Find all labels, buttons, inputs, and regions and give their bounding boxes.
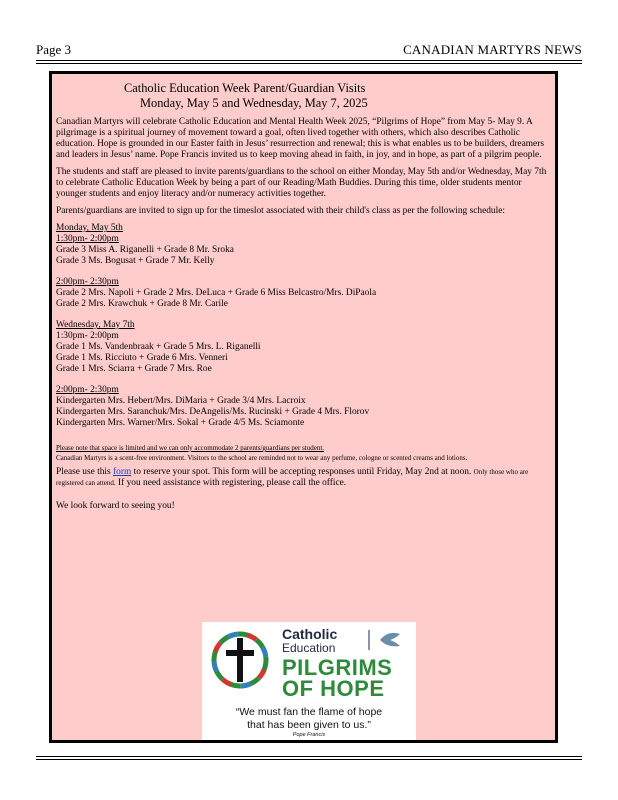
schedule-time: 1:30pm- 2:00pm: [56, 234, 119, 244]
schedule-line: Grade 3 Ms. Bogusat + Grade 7 Mr. Kelly: [56, 256, 215, 266]
dove-cross-icon: [214, 634, 266, 686]
schedule-line: Grade 2 Mrs. Napoli + Grade 2 Mrs. DeLuca + Grade 6 Miss Belcastro/Mrs. DiPaola: [56, 288, 377, 298]
closing-line: We look forward to seeing you!: [56, 501, 175, 511]
pilgrims-of-hope-logo: [202, 622, 416, 740]
dove-icon: [380, 633, 400, 647]
article-title: Catholic Education Week Parent/Guardian Visits: [124, 81, 366, 95]
space-limited-note: Please note that space is limited and we can only accommodate 2 parents/guardians per student.: [56, 444, 325, 452]
scent-free-note: Canadian Martyrs is a scent-free environment. Visitors to the school are reminded not to wear any perfume, cologne or scented creams and lotions.: [56, 454, 468, 462]
schedule-time: 1:30pm- 2:00pm: [56, 331, 119, 341]
header-rule: [36, 60, 582, 61]
article-subtitle: Monday, May 5 and Wednesday, May 7, 2025: [140, 96, 368, 110]
schedule-day: Monday, May 5th: [56, 223, 123, 233]
logo-quote-line2: that has been given to us.”: [247, 719, 371, 731]
schedule-monday: [56, 223, 552, 310]
page-number: Page 3: [36, 42, 72, 57]
logo-attribution: Pope Francis: [292, 732, 326, 738]
logo-catholic: Catholic: [282, 626, 338, 642]
article-body: [56, 81, 552, 512]
schedule-line: Grade 1 Ms. Ricciuto + Grade 6 Mrs. Venneri: [56, 353, 228, 363]
logo-education: Education: [282, 641, 336, 655]
reserve-paragraph: Please use this form to reserve your spot. This form will be accepting responses until Friday, May 2nd at noon. Only those who are registered can attend. If you need assistance with registering, please call the office.: [56, 467, 529, 488]
schedule-line: Grade 1 Mrs. Sciarra + Grade 7 Mrs. Roe: [56, 364, 212, 374]
article-box: [49, 71, 558, 743]
schedule-time: 2:00pm- 2:30pm: [56, 277, 119, 287]
registration-note: Only those who are registered can attend.: [56, 468, 529, 487]
header-rule-double: [36, 63, 582, 64]
schedule-line: Grade 3 Miss A. Riganelli + Grade 8 Mr. Sroka: [56, 245, 234, 255]
schedule-line: Kindergarten Mrs. Hebert/Mrs. DiMaria + Grade 3/4 Mrs. Lacroix: [56, 396, 306, 406]
publication-title: CANADIAN MARTYRS NEWS: [403, 42, 582, 57]
page-header: [36, 40, 582, 60]
schedule-time: 2:00pm- 2:30pm: [56, 385, 119, 395]
logo-of-hope: OF HOPE: [282, 676, 385, 701]
schedule-line: Kindergarten Mrs. Warner/Mrs. Sokal + Grade 4/5 Ms. Sciamonte: [56, 418, 305, 428]
schedule-line: Grade 2 Mrs. Krawchuk + Grade 8 Mr. Carile: [56, 299, 228, 309]
footer-rule-double: [36, 759, 582, 760]
logo-pilgrims: PILGRIMS: [282, 655, 393, 680]
intro-paragraph: Canadian Martyrs will celebrate Catholic Education and Mental Health Week 2025, “Pilgrims of Hope” from May 5- May 9. A pilgrimage is a spiritual journey of movement toward a goal, often lived together with others, which also describes Catholic education. Hope is grounded in our Easter faith in Jesus’ resurrection and renewal; this is what enables us to be builders, dreamers and leaders in Jesus’ name. Pope Francis invited us to keep moving ahead in faith, in joy, and in hope, as part of a pilgrim people.: [56, 117, 544, 160]
logo-quote-line1: “We must fan the flame of hope: [235, 706, 383, 718]
invitation-paragraph: The students and staff are pleased to invite parents/guardians to the school on either Monday, May 5th and/or Wednesday, May 7th to celebrate Catholic Education Week by being a part of our Reading/Math Buddies. During this time, older students mentor younger students and enjoy literacy and/or numeracy activities together.: [56, 167, 547, 199]
schedule-wednesday: [56, 320, 552, 429]
schedule-line: Kindergarten Mrs. Saranchuk/Mrs. DeAngelis/Ms. Rucinski + Grade 4 Mrs. Florov: [56, 407, 370, 417]
signup-form-link[interactable]: form: [113, 467, 132, 477]
schedule-day: Wednesday, May 7th: [56, 320, 135, 330]
schedule-line: Grade 1 Ms. Vandenbraak + Grade 5 Mrs. L. Riganelli: [56, 342, 261, 352]
signup-paragraph: Parents/guardians are invited to sign up for the timeslot associated with their child's class as per the following schedule:: [56, 206, 505, 216]
footer-rule: [36, 756, 582, 757]
